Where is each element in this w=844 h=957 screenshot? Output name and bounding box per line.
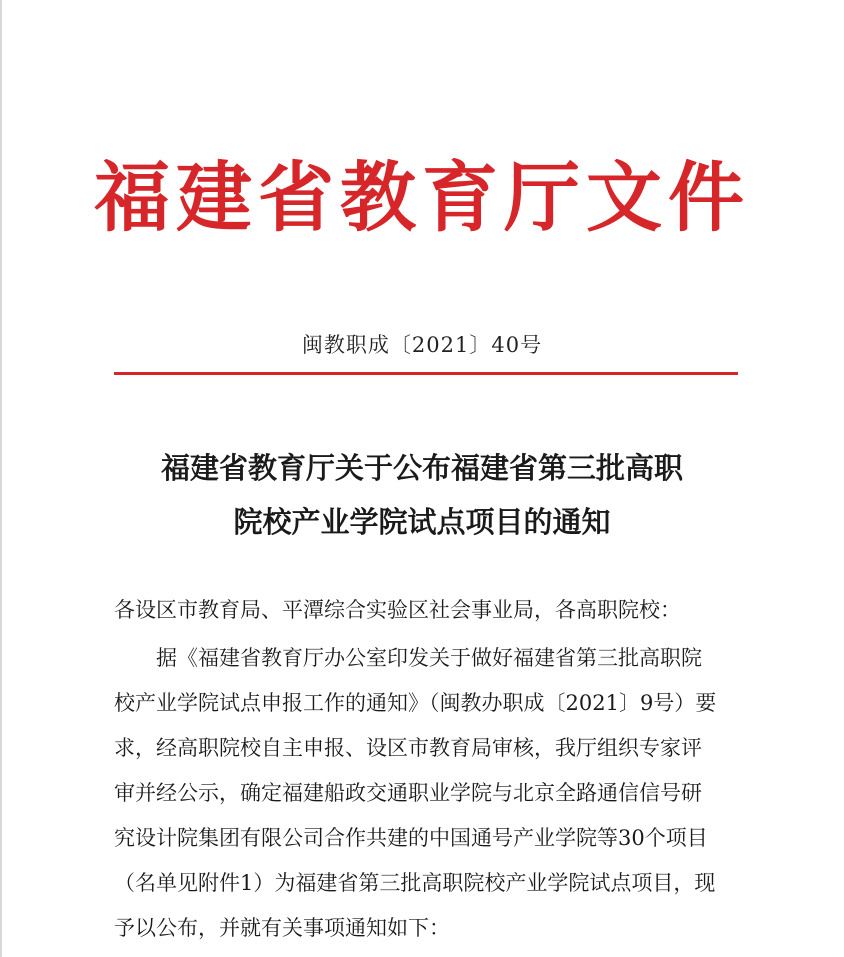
red-divider-line [114,372,738,375]
notice-title-line-2: 院校产业学院试点项目的通知 [233,505,611,539]
body-text-line: 予以公布，并就有关事项通知如下： [114,916,450,940]
body-text-line: 据《福建省教育厅办公室印发关于做好福建省第三批高职院 [156,646,702,670]
issuer-header-title: 福建省教育厅文件 [94,153,750,242]
body-text-line: 校产业学院试点申报工作的通知》（闽教办职成〔2021〕9号）要 [114,691,717,715]
notice-title-line-1: 福建省教育厅关于公布福建省第三批高职 [160,451,683,485]
body-text-line: 审并经公示，确定福建船政交通职业学院与北京全路通信信号研 [114,781,702,805]
salutation-line: 各设区市教育局、平潭综合实验区社会事业局，各高职院校： [114,598,681,622]
body-text-line: （名单见附件1）为福建省第三批高职院校产业学院试点项目，现 [114,871,716,895]
body-text-line: 究设计院集团有限公司合作共建的中国通号产业学院等30个项目 [114,826,708,850]
document-number: 闽教职成〔2021〕40号 [301,333,543,357]
body-text-line: 求，经高职院校自主申报、设区市教育局审核，我厅组织专家评 [114,736,702,760]
